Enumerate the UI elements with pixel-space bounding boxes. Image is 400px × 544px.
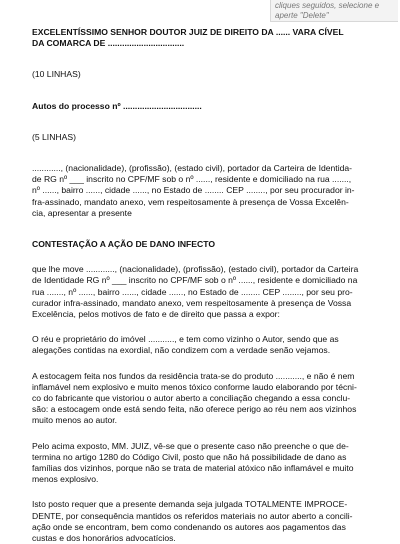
text-line: fra-assinado, mandato anexo, vem respeitosamente à presença de Vossa Excelên- [32, 196, 349, 207]
hint-line: cliques seguidos, selecione e [275, 1, 380, 10]
court-header-line: EXCELENTÍSSIMO SENHOR DOUTOR JUIZ DE DIREITO DA ...... VARA CÍVEL [32, 27, 344, 37]
text-line: inflamável nem explosivo e muito menos tóxico conforme laudo elaborando por técni- [32, 381, 357, 392]
text-line: de Identidade RG nº ___ inscrito no CPF/MF sob o nº ......, residente e domiciliado na [32, 275, 358, 286]
text-line: DENTE, por consequência mantidos os referidos materiais no autor aberto a concili- [32, 510, 353, 521]
text-line: O réu e proprietário do imóvel ..........., e tem como vizinho o Autor, sendo que as [32, 334, 339, 345]
hint-note [270, 0, 398, 22]
text-line: ............, (nacionalidade), (profissão), (estado civil), portador da Carteira de Identida- [32, 163, 353, 174]
text-line: termina no artigo 1280 do Código Civil, posto que não há possibilidade de dano as [32, 451, 347, 462]
hint-line: aperte "Delete" [275, 11, 329, 20]
opponent-qualification [32, 264, 384, 320]
text-line: rua ......., nº ......, bairro ......, cidade ......, no Estado de ........ CEP ........, por seu pro- [32, 286, 353, 297]
paragraph [32, 371, 384, 427]
text-line: de RG nº ___ inscrito no CPF/MF sob o nº ......, residente e domiciliado na rua ......., [32, 174, 352, 185]
text-line: Isto posto requer que a presente demanda seja julgada TOTALMENTE IMPROCE- [32, 499, 348, 510]
text-line: que lhe move ............, (nacionalidade), (profissão), (estado civil), portador da Carteira [32, 264, 359, 275]
paragraph [32, 499, 384, 544]
text-line: A estocagem feita nos fundos da residência trata-se do produto ..........., e não é nem [32, 370, 355, 381]
party-qualification [32, 163, 384, 219]
court-header-line: DA COMARCA DE ................................ [32, 38, 185, 49]
process-number: Autos do processo nº ................................. [32, 100, 202, 111]
text-line: nº ......, bairro ......, cidade ......, no Estado de ........ CEP ........, por seu procurador in- [32, 185, 355, 196]
section-title: CONTESTAÇÃO A AÇÃO DE DANO INFECTO [32, 239, 216, 250]
text-line: famílias dos vizinhos, porque não se trata de material atóxico não inflamável e muito [32, 463, 354, 474]
spacer-note: (10 LINHAS) [32, 69, 81, 80]
text-line: são: a estocagem onde está sendo feita, não oferece perigo ao réu nem aos vizinhos [32, 404, 357, 415]
text-line: curador infra-assinado, mandato anexo, vem respeitosamente à presença de Vossa [32, 297, 352, 308]
spacer-note: (5 LINHAS) [32, 131, 76, 142]
paragraph [32, 441, 384, 486]
paragraph [32, 334, 384, 356]
document-body [32, 27, 384, 544]
text-line: muito menos ao autor. [32, 415, 118, 426]
text-line: cia, apresentar a presente [32, 207, 132, 218]
text-line: menos explosivo. [32, 474, 99, 485]
text-line: custas e dos honorários advocatícios. [32, 533, 176, 544]
text-line: co do fabricante que vistoriou o autor aberto a conciliação chegando a essa conclu- [32, 393, 351, 404]
text-line: alegações contidas na exordial, não condizem com a verdade senão vejamos. [32, 345, 331, 356]
text-line: ação onde se encontram, bem como condenando os autores aos pagamentos das [32, 521, 346, 532]
text-line: Excelência, pelos motivos de fato e de direito que passa a expor: [32, 309, 280, 320]
text-line: Pelo acima exposto, MM. JUIZ, vê-se que o presente caso não preenche o que de- [32, 440, 349, 451]
